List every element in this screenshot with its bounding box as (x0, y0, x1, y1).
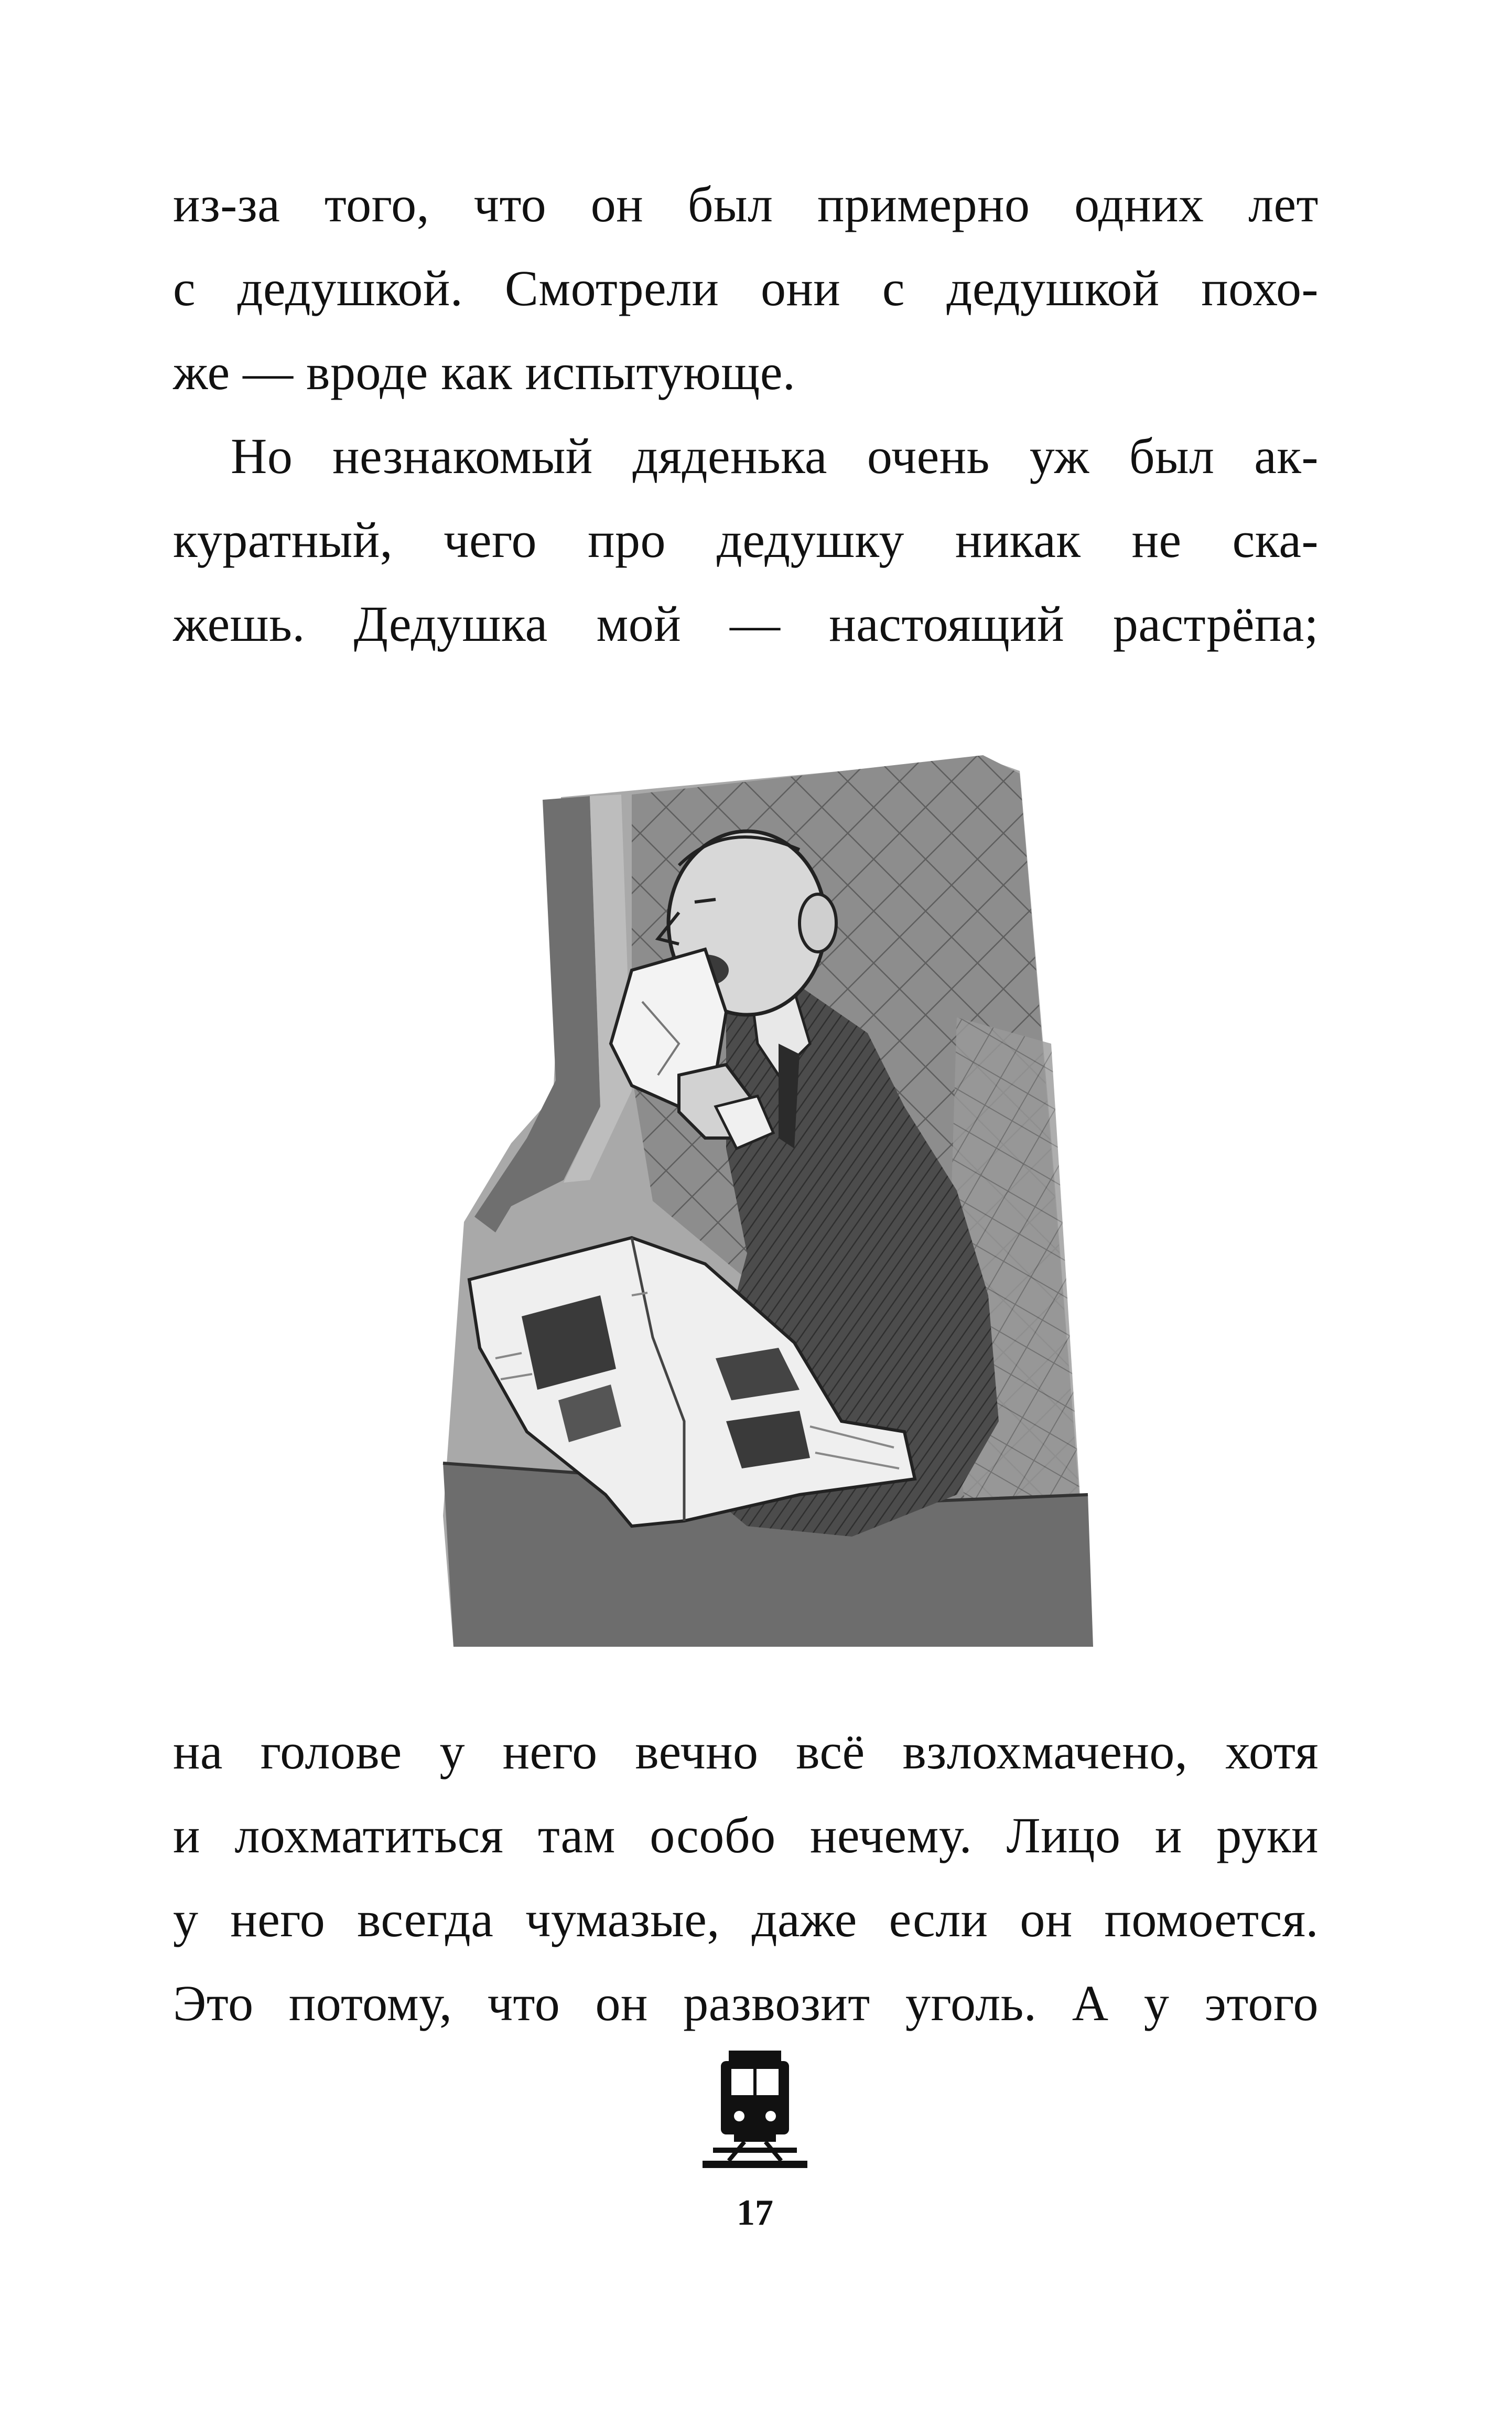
text-line: жешь. Дедушка мой — настоящий растрёпа; (173, 596, 1319, 652)
train-icon (697, 2045, 813, 2176)
text-line: на голове у него вечно всё взлохмачено, хотя (173, 1723, 1319, 1779)
text-line: и лохматиться там особо нечему. Лицо и руки (173, 1807, 1319, 1863)
text-line: из-за того, что он был примерно одних лет (173, 176, 1319, 232)
text-line: Но незнакомый дяденька очень уж был ак- (231, 428, 1319, 484)
text-line: же — вроде как испытующе. (173, 344, 796, 400)
page-number: 17 (737, 2193, 773, 2233)
text-line: с дедушкой. Смотрели они с дедушкой похо- (173, 260, 1319, 316)
text-block-bottom (173, 1710, 1319, 2045)
text-line: Это потому, что он развозит уголь. А у этого (173, 1975, 1319, 2031)
text-block-top (173, 163, 1319, 666)
text-line: куратный, чего про дедушку никак не ска- (173, 512, 1319, 568)
man-reading-newspaper-illustration (433, 677, 1130, 1657)
text-line: у него всегда чумазые, даже если он помоется. (173, 1891, 1319, 1947)
